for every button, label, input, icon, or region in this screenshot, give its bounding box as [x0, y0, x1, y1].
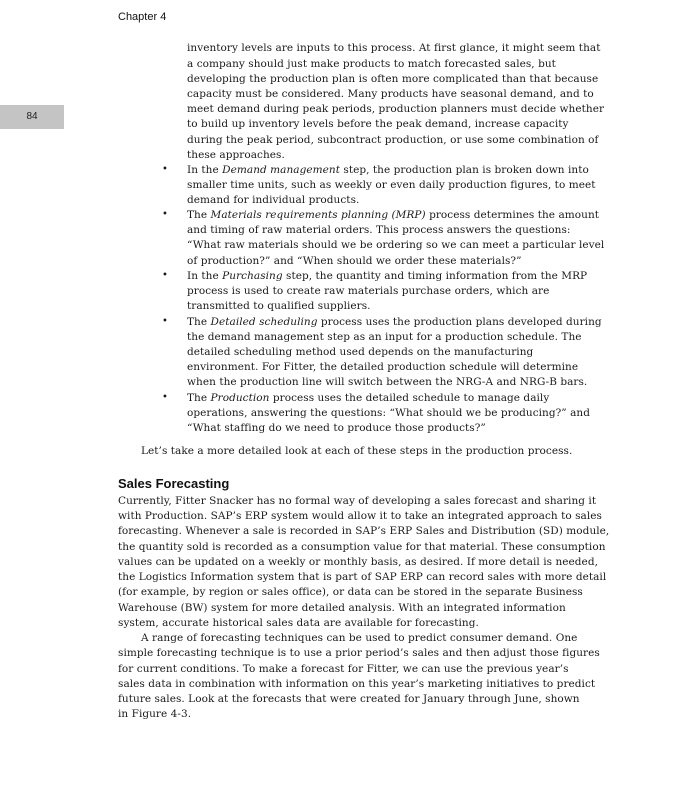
paragraph-line: the Logistics Information system that is part of SAP ERP can record sales with more detail	[118, 571, 607, 583]
paragraph-line: Warehouse (BW) system for more detailed analysis. With an integrated information	[118, 602, 566, 614]
bullet-line: demand for individual products.	[187, 194, 360, 206]
bullet-marker: •	[162, 164, 168, 175]
bullet-term: Purchasing	[222, 270, 283, 282]
body-line: a company should just make products to match forecasted sales, but	[187, 58, 556, 70]
page-number-tab: 84	[0, 105, 64, 129]
bullet-marker: •	[162, 316, 168, 327]
bullet-marker: •	[162, 270, 168, 281]
section-heading: Sales Forecasting	[118, 476, 230, 491]
body-line: developing the production plan is often more complicated than that because	[187, 73, 599, 85]
paragraph-line: in Figure 4-3.	[118, 708, 192, 720]
body-line: inventory levels are inputs to this process. At first glance, it might seem that	[187, 42, 601, 54]
bullet-line: In the Purchasing step, the quantity and timing information from the MRP	[187, 270, 588, 282]
bullet-line: smaller time units, such as weekly or even daily production figures, to meet	[187, 179, 596, 191]
bullet-line: operations, answering the questions: “What should we be producing?” and	[187, 407, 591, 419]
body-line: meet demand during peak periods, production planners must decide whether	[187, 103, 605, 115]
bullet-line: the demand management step as an input for a production schedule. The	[187, 331, 582, 343]
bullet-marker: •	[162, 209, 168, 220]
bullet-line: environment. For Fitter, the detailed production schedule will determine	[187, 361, 579, 373]
closing-line: Let’s take a more detailed look at each of these steps in the production process.	[141, 445, 573, 457]
paragraph-line: forecasting. Whenever a sale is recorded in SAP’s ERP Sales and Distribution (SD) module,	[118, 525, 610, 537]
paragraph-line: simple forecasting technique is to use a prior period’s sales and then adjust those figures	[118, 647, 600, 659]
body-line: capacity must be considered. Many products have seasonal demand, and to	[187, 88, 594, 100]
bullet-line: when the production line will switch between the NRG-A and NRG-B bars.	[187, 376, 588, 388]
paragraph-line: (for example, by region or sales office), or data can be stored in the separate Business	[118, 586, 583, 598]
bullet-term: Materials requirements planning (MRP)	[210, 209, 426, 221]
bullet-term: Production	[210, 392, 270, 404]
body-line: to build up inventory levels before the peak demand, increase capacity	[187, 118, 569, 130]
paragraph-line: with Production. SAP’s ERP system would allow it to take an integrated approach to sales	[118, 510, 602, 522]
bullet-line: “What raw materials should we be ordering so we can meet a particular level	[187, 239, 605, 251]
chapter-label: Chapter 4	[118, 11, 167, 23]
bullet-term: Detailed scheduling	[210, 316, 318, 328]
bullet-line: The Materials requirements planning (MRP) process determines the amount	[187, 209, 600, 221]
paragraph-line: system, accurate historical sales data are available for forecasting.	[118, 617, 479, 629]
bullet-marker: •	[162, 392, 168, 403]
paragraph-line: for current conditions. To make a forecast for Fitter, we can use the previous year’s	[118, 663, 569, 675]
paragraph-line: the quantity sold is recorded as a consumption value for that material. These consumption	[118, 541, 606, 553]
paragraph-line: values can be updated on a weekly or monthly basis, as desired. If more detail is needed,	[118, 556, 598, 568]
bullet-line: “What staffing do we need to produce those products?”	[187, 422, 486, 434]
body-line: these approaches.	[187, 149, 285, 161]
bullet-line: The Production process uses the detailed schedule to manage daily	[187, 392, 550, 404]
paragraph-line: Currently, Fitter Snacker has no formal way of developing a sales forecast and sharing it	[118, 495, 597, 507]
bullet-line: of production?” and “When should we order these materials?”	[187, 255, 522, 267]
bullet-line: transmitted to qualified suppliers.	[187, 300, 371, 312]
bullet-term: Demand management	[222, 164, 340, 176]
body-line: during the peak period, subcontract production, or use some combination of	[187, 134, 599, 146]
bullet-line: process is used to create raw materials purchase orders, which are	[187, 285, 550, 297]
bullet-line: The Detailed scheduling process uses the production plans developed during	[187, 316, 602, 328]
bullet-line: and timing of raw material orders. This process answers the questions:	[187, 224, 571, 236]
paragraph-line: future sales. Look at the forecasts that were created for January through June, shown	[118, 693, 580, 705]
bullet-line: In the Demand management step, the production plan is broken down into	[187, 164, 589, 176]
paragraph-line: sales data in combination with information on this year’s marketing initiatives to predict	[118, 678, 596, 690]
bullet-line: detailed scheduling method used depends on the manufacturing	[187, 346, 534, 358]
paragraph-line: A range of forecasting techniques can be used to predict consumer demand. One	[141, 632, 578, 644]
